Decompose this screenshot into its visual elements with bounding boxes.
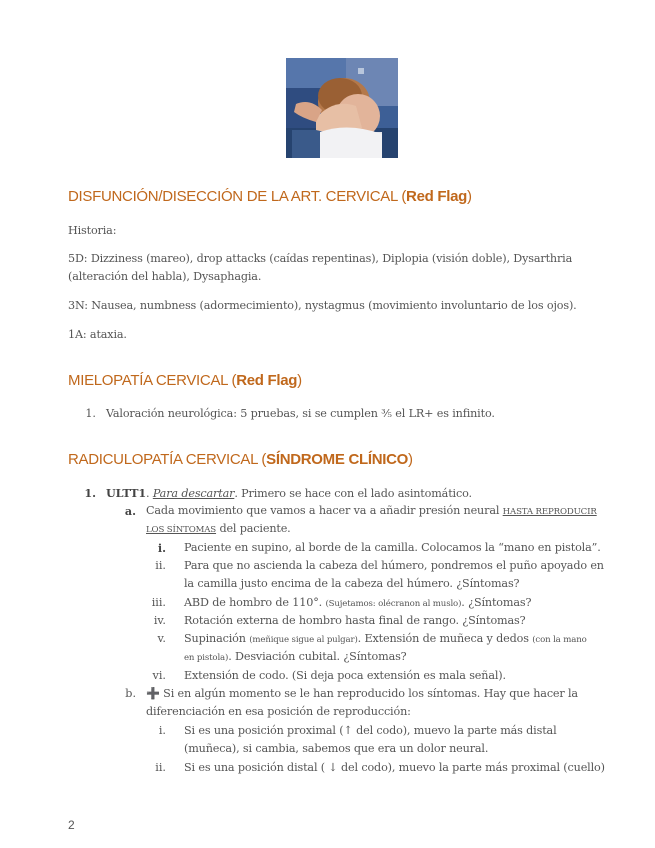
historia-label: Historia: — [68, 224, 117, 237]
section-title-dysfunction — [68, 188, 472, 205]
item-a-line2 — [146, 520, 291, 539]
item-a-iii — [184, 594, 531, 613]
item-a-v-line1 — [184, 630, 587, 649]
title-main: MIELOPATÍA CERVICAL ( — [68, 372, 237, 389]
item-a-v-text: Supinación — [184, 632, 250, 645]
photo-illustration — [286, 58, 398, 158]
title-end: ) — [408, 451, 413, 468]
paragraph-5d-line2: (alteración del habla), Dysaphagia. — [68, 270, 262, 283]
title-end: ) — [467, 188, 472, 205]
list-roman-v: v. — [157, 632, 166, 645]
list-item-neuro-assessment: Valoración neurológica: 5 pruebas, si se cumplen ⅗ el LR+ es infinito. — [106, 407, 495, 420]
title-end: ) — [297, 372, 302, 389]
para-descartar: Para descartar — [152, 487, 235, 500]
ultt1-rest: . Primero se hace con el lado asintomático. — [234, 487, 472, 500]
item-a-underlined: HASTA REPRODUCIR — [502, 507, 597, 517]
item-a-v-note: (meñique sigue al pulgar) — [249, 635, 358, 645]
page-number: 2 — [68, 818, 75, 832]
list-number: 1. — [85, 407, 96, 420]
item-b-ii-line1: Si es una posición distal ( ↓ del codo), muevo la parte más proximal (cuello) — [184, 761, 605, 774]
item-a-line1 — [146, 502, 597, 521]
list-letter-b: b. — [125, 687, 136, 700]
title-main: RADICULOPATÍA CERVICAL ( — [68, 451, 267, 468]
list-roman-iv: iv. — [153, 614, 166, 627]
list-number: 1. — [84, 486, 96, 500]
item-b-line2: diferenciación en esa posición de reproducción: — [146, 705, 411, 718]
title-bold: Red Flag — [236, 372, 298, 389]
section-title-myelopathy — [68, 372, 302, 389]
item-a-iii-text: ABD de hombro de 110°. — [184, 596, 326, 609]
item-a-v-line2 — [184, 648, 407, 667]
item-a-v-end: . Desviación cubital. ¿Síntomas? — [228, 650, 407, 663]
item-b-line1 — [146, 685, 578, 703]
item-a-vi: Extensión de codo. (Si deja poca extensión es mala señal). — [184, 669, 506, 682]
list-roman-vi: vi. — [152, 669, 166, 682]
title-bold: SÍNDROME CLÍNICO — [266, 451, 409, 468]
item-a-underlined-2: LOS SÍNTOMAS — [146, 525, 217, 535]
list-roman-iii: iii. — [151, 596, 166, 609]
list-roman-ii: ii. — [155, 559, 166, 572]
separator: . — [146, 487, 153, 500]
paragraph-5d-line1: 5D: Dizziness (mareo), drop attacks (caídas repentinas), Diplopia (visión doble), Dysarthria — [68, 252, 573, 265]
item-b-i-line2: (muñeca), si cambia, sabemos que era un dolor neural. — [184, 742, 489, 755]
item-a-text: Cada movimiento que vamos a hacer va a añadir presión neural — [146, 504, 503, 517]
item-b-i-line1: Si es una posición proximal (↑ del codo), muevo la parte más distal — [184, 724, 557, 737]
item-a-ii-line2: la camilla justo encima de la cabeza del húmero. ¿Síntomas? — [184, 577, 520, 590]
list-letter-a: a. — [124, 504, 136, 518]
item-a-text-2: del paciente. — [216, 522, 291, 535]
list-roman-i: i. — [158, 724, 166, 737]
title-bold: Red Flag — [406, 188, 467, 205]
plus-icon: ➕ — [146, 687, 160, 700]
paragraph-3n: 3N: Nausea, numbness (adormecimiento), nystagmus (movimiento involuntario de los ojos). — [68, 299, 577, 312]
item-a-i: Paciente en supino, al borde de la camilla. Colocamos la “mano en pistola”. — [184, 541, 601, 554]
item-a-iv: Rotación externa de hombro hasta final de rango. ¿Síntomas? — [184, 614, 526, 627]
item-a-v-note3: en pistola) — [184, 653, 229, 663]
list-roman-i: i. — [157, 541, 166, 555]
item-a-v-mid: . Extensión de muñeca y dedos — [357, 632, 533, 645]
item-a-ii-line1: Para que no ascienda la cabeza del húmero, pondremos el puño apoyado en — [184, 559, 604, 572]
paragraph-1a: 1A: ataxia. — [68, 328, 127, 341]
item-a-v-note2: (con la mano — [532, 635, 587, 645]
title-main: DISFUNCIÓN/DISECCIÓN DE LA ART. CERVICAL ( — [68, 188, 407, 205]
photo-neck-examination — [286, 58, 398, 158]
list-roman-ii: ii. — [155, 761, 166, 774]
list-item-ultt1 — [106, 484, 472, 503]
ultt1-label: ULTT1 — [106, 486, 146, 500]
item-a-iii-end: . ¿Síntomas? — [461, 596, 532, 609]
item-a-iii-note: (Sujetamos: olécranon al muslo) — [325, 599, 462, 609]
section-title-radiculopathy — [68, 451, 413, 468]
item-b-text: Si en algún momento se le han reproducido los síntomas. Hay que hacer la — [159, 687, 578, 700]
